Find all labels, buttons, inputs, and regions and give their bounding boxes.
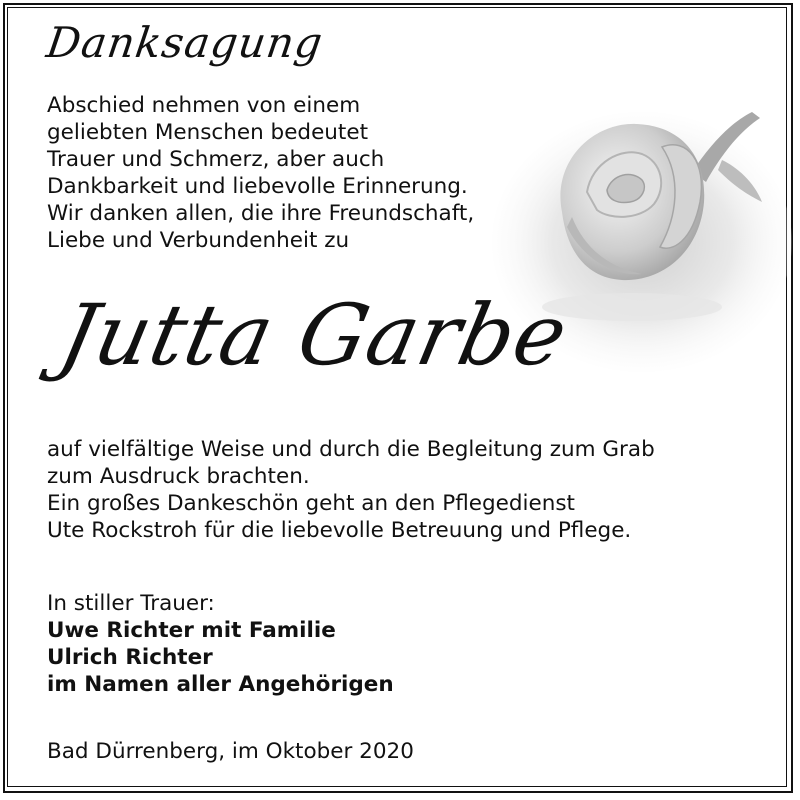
intro-line: Abschied nehmen von einem bbox=[47, 93, 361, 118]
notice-title: Danksagung bbox=[43, 18, 327, 67]
place-date: Bad Dürrenberg, im Oktober 2020 bbox=[47, 739, 414, 764]
mourner-name: im Namen aller Angehörigen bbox=[47, 672, 394, 697]
body-line: zum Ausdruck brachten. bbox=[47, 464, 310, 489]
intro-paragraph bbox=[47, 92, 474, 254]
body-paragraph bbox=[47, 436, 655, 544]
mourners-block bbox=[47, 590, 394, 698]
intro-line: Liebe und Verbundenheit zu bbox=[47, 228, 350, 253]
body-line: Ute Rockstroh für die liebevolle Betreuung und Pflege. bbox=[47, 518, 632, 543]
body-line: auf vielfältige Weise und durch die Begleitung zum Grab bbox=[47, 437, 655, 462]
mourners-label: In stiller Trauer: bbox=[47, 591, 215, 616]
mourner-name: Ulrich Richter bbox=[47, 645, 213, 670]
deceased-name: Jutta Garbe bbox=[51, 286, 577, 384]
intro-line: Trauer und Schmerz, aber auch bbox=[47, 147, 385, 172]
intro-line: Dankbarkeit und liebevolle Erinnerung. bbox=[47, 174, 468, 199]
intro-line: geliebten Menschen bedeutet bbox=[47, 120, 369, 145]
intro-line: Wir danken allen, die ihre Freundschaft, bbox=[47, 201, 475, 226]
mourner-name: Uwe Richter mit Familie bbox=[47, 618, 336, 643]
body-line: Ein großes Dankeschön geht an den Pflegedienst bbox=[47, 491, 575, 516]
